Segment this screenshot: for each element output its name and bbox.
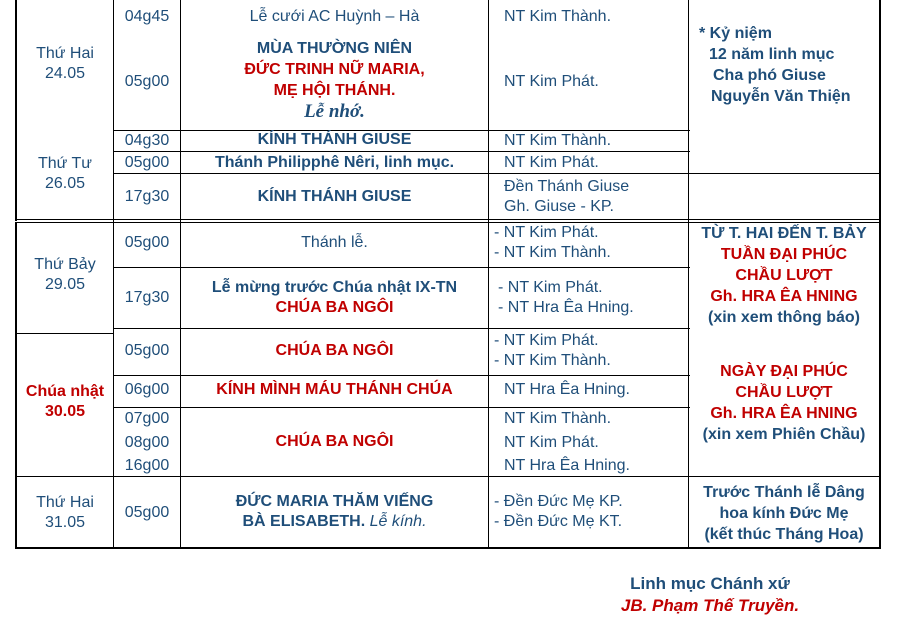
event-cell: KÍNH THÁNH GIUSE	[257, 188, 412, 205]
place-line: - NT Kim Phát.	[494, 332, 599, 349]
border-line	[113, 173, 881, 174]
place-line: - NT Kim Phát.	[498, 279, 603, 296]
border-line	[113, 267, 690, 268]
note-adoration-week	[689, 223, 879, 328]
place-cell: NT Kim Thành.	[504, 410, 612, 427]
time-cell: 05g00	[124, 504, 170, 521]
event-line: CHÚA BA NGÔI	[275, 299, 394, 316]
event-cell	[181, 492, 488, 532]
note-line: Gh. HRA ÊA HNING	[710, 405, 858, 422]
time-cell: 05g00	[124, 154, 170, 171]
border-line	[113, 151, 690, 152]
note-line: * Kỷ niệm	[699, 25, 772, 42]
event-line: MÙA THƯỜNG NIÊN	[256, 40, 413, 57]
day-monday-1	[17, 44, 113, 84]
place-cell	[494, 223, 611, 263]
border-line	[879, 0, 881, 548]
place-cell	[494, 331, 611, 371]
time-cell: 05g00	[124, 234, 170, 251]
event-cell: Thánh Philipphê Nêri, linh mục.	[214, 154, 455, 171]
place-cell: NT Kim Thành.	[504, 132, 612, 149]
day-name: Chúa nhật	[25, 383, 105, 400]
time-cell: 04g45	[124, 8, 170, 25]
event-cell: Thánh lễ.	[301, 234, 368, 251]
event-line: ĐỨC TRINH NỮ MARIA,	[244, 61, 425, 78]
place-line: - Đền Đức Mẹ KP.	[494, 493, 623, 510]
day-date: 31.05	[44, 514, 86, 531]
border-line	[113, 328, 690, 329]
place-cell: NT Kim Thành.	[504, 8, 612, 25]
note-line: 12 năm linh mục	[709, 46, 835, 63]
event-line: MẸ HỘI THÁNH.	[273, 82, 396, 99]
day-date: 29.05	[44, 276, 86, 293]
place-cell	[498, 278, 634, 318]
note-line: TUẦN ĐẠI PHÚC	[720, 246, 848, 263]
day-name: Thứ Hai	[36, 45, 94, 62]
event-cell	[181, 38, 488, 122]
event-text: BÀ ELISABETH.	[242, 513, 366, 530]
time-cell: 05g00	[124, 342, 170, 359]
time-cell: 17g30	[124, 289, 170, 306]
time-cell: 17g30	[124, 188, 170, 205]
event-cell: CHÚA BA NGÔI	[275, 433, 394, 450]
day-name: Thứ Bảy	[34, 256, 96, 273]
day-date: 26.05	[44, 175, 86, 192]
place-cell: NT Kim Phát.	[504, 154, 599, 171]
event-cell: KÍNH MÌNH MÁU THÁNH CHÚA	[216, 381, 453, 398]
signature-title: Linh mục Chánh xứ	[630, 574, 790, 593]
place-cell: NT Hra Êa Hning.	[504, 457, 630, 474]
day-date: 30.05	[44, 403, 86, 420]
note-line: TỪ T. HAI ĐẾN T. BẢY	[701, 225, 867, 242]
note-line: (xin xem thông báo)	[708, 309, 860, 326]
event-text: Lễ kính.	[369, 513, 427, 530]
time-cell: 06g00	[124, 381, 170, 398]
note-line: Nguyễn Văn Thiện	[711, 88, 851, 105]
place-line: - NT Kim Thành.	[494, 244, 611, 261]
note-line: Trước Thánh lễ Dâng	[703, 484, 865, 501]
place-line: - Đền Đức Mẹ KT.	[494, 513, 623, 530]
border-line	[15, 547, 881, 549]
event-line	[181, 512, 488, 532]
border-line	[488, 0, 489, 548]
place-cell	[494, 492, 623, 532]
note-line: Cha phó Giuse	[713, 67, 826, 84]
border-line	[15, 219, 881, 220]
signature-name: JB. Phạm Thế Truyền.	[620, 596, 800, 615]
border-line	[15, 476, 881, 477]
event-cell: CHÚA BA NGÔI	[275, 342, 394, 359]
place-cell: NT Kim Phát.	[504, 73, 599, 90]
place-cell: NT Hra Êa Hning.	[504, 381, 630, 398]
place-line: Đền Thánh Giuse	[504, 178, 630, 195]
place-cell: NT Kim Phát.	[504, 434, 599, 451]
event-line: ĐỨC MARIA THĂM VIẾNG	[235, 493, 434, 510]
note-flower-offering	[689, 482, 879, 545]
note-line: (kết thúc Tháng Hoa)	[704, 526, 864, 543]
time-cell: 16g00	[124, 457, 170, 474]
note-line: NGÀY ĐẠI PHÚC	[720, 363, 848, 380]
note-adoration-day	[689, 361, 879, 445]
note-line: Gh. HRA ÊA HNING	[710, 288, 858, 305]
time-cell: 05g00	[124, 73, 170, 90]
note-line: hoa kính Đức Mẹ	[719, 505, 849, 522]
day-name: Thứ Tư	[37, 155, 93, 172]
event-cell: KÍNH THÁNH GIUSE	[257, 131, 412, 148]
place-line: - NT Kim Phát.	[494, 224, 599, 241]
note-anniversary	[699, 23, 851, 107]
border-line	[15, 333, 114, 334]
place-cell	[504, 177, 629, 217]
day-saturday	[17, 255, 113, 295]
border-line	[113, 375, 690, 376]
place-line: - NT Kim Thành.	[494, 352, 611, 369]
time-cell: 07g00	[124, 410, 170, 427]
event-cell	[181, 278, 488, 318]
day-name: Thứ Hai	[36, 494, 94, 511]
day-wednesday	[17, 154, 113, 194]
day-sunday	[17, 382, 113, 422]
event-line: Lễ mừng trước Chúa nhật IX-TN	[211, 279, 458, 296]
time-cell: 08g00	[124, 434, 170, 451]
signature-block	[590, 573, 830, 617]
event-cell: Lễ cưới AC Huỳnh – Hà	[249, 8, 420, 25]
border-line	[113, 407, 690, 408]
time-cell: 04g30	[124, 132, 170, 149]
place-line: Gh. Giuse - KP.	[504, 198, 614, 215]
note-line: CHẦU LƯỢT	[735, 384, 833, 401]
day-monday-2	[17, 493, 113, 533]
event-line: Lễ nhớ.	[304, 101, 365, 122]
note-line: CHẦU LƯỢT	[735, 267, 833, 284]
day-date: 24.05	[44, 65, 86, 82]
place-line: - NT Hra Êa Hning.	[498, 299, 634, 316]
note-line: (xin xem Phiên Chầu)	[702, 426, 866, 443]
